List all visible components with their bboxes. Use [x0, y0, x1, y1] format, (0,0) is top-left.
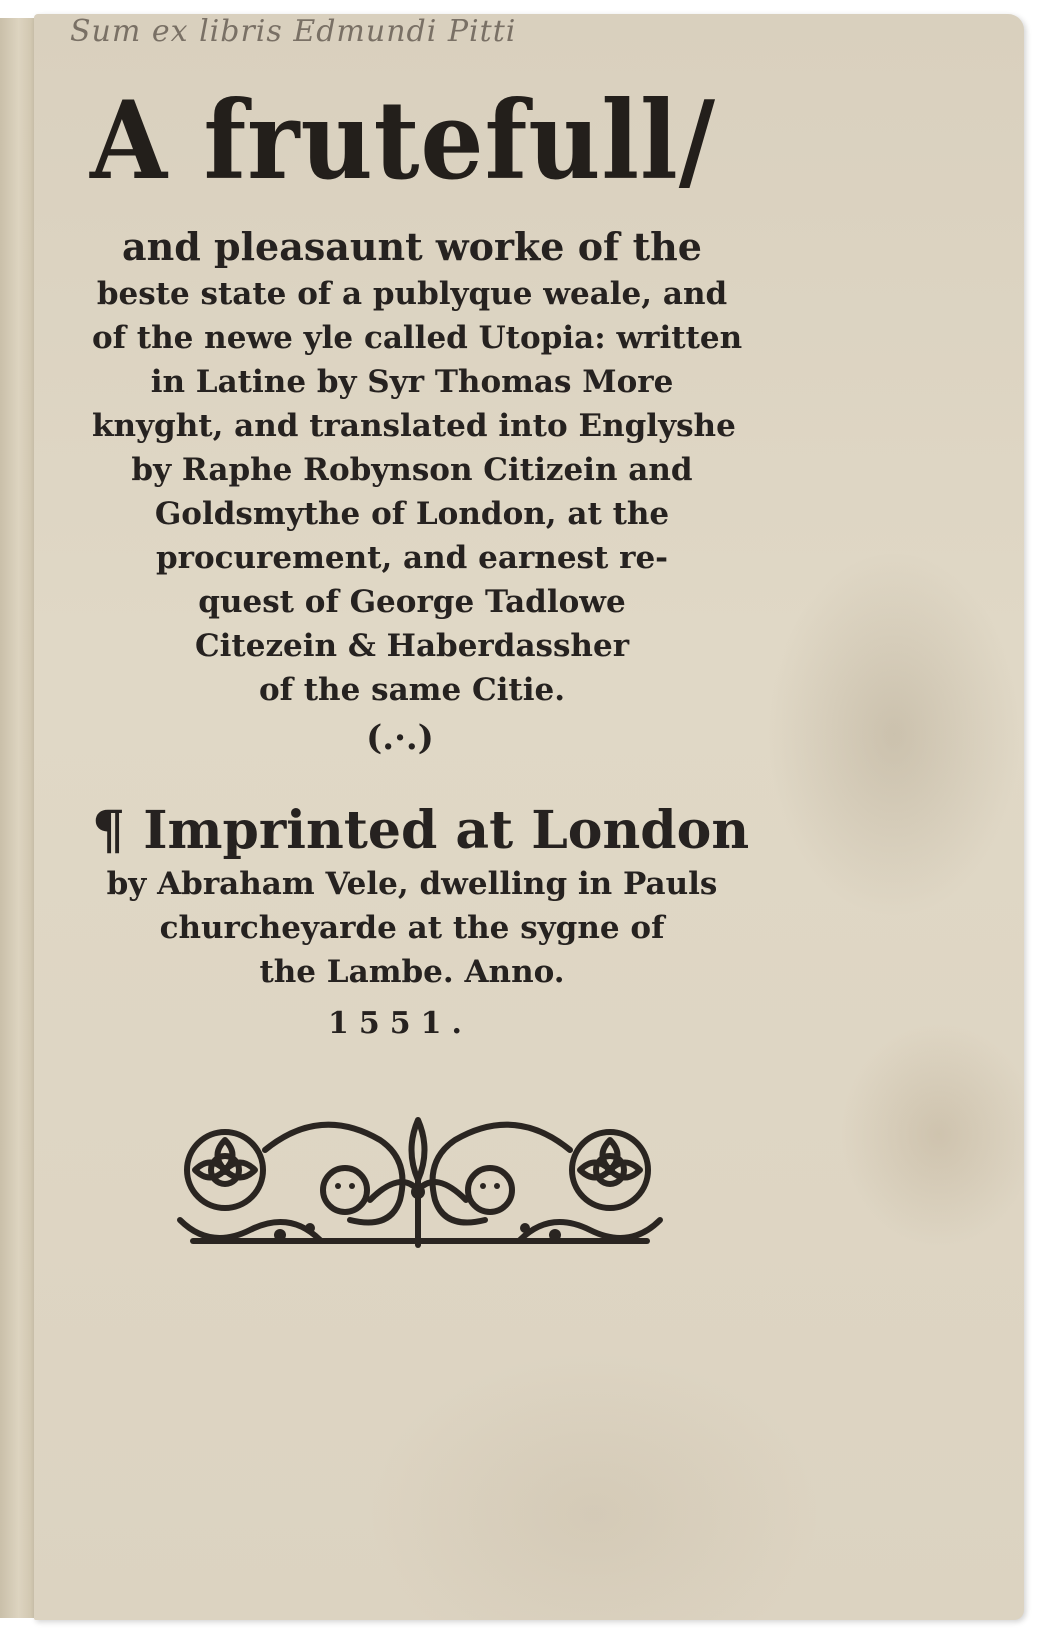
imprint-line: churcheyarde at the sygne of [159, 910, 665, 946]
imprint-line: by Abraham Vele, dwelling in Pauls [106, 866, 718, 902]
subtitle-block [92, 222, 743, 712]
imprint-block [92, 800, 750, 994]
subtitle-line: of the newe yle called Utopia: written [92, 320, 743, 356]
subtitle-line: of the same Citie. [258, 672, 566, 708]
imprint-heading: ¶ Imprinted at London [92, 800, 750, 861]
subtitle-line: procurement, and earnest re- [155, 540, 669, 576]
floral-scroll-ornament-icon [170, 1110, 670, 1260]
subtitle-line: beste state of a publyque weale, and [96, 276, 728, 312]
publication-year: 1551. [328, 1006, 472, 1041]
subtitle-line: by Raphe Robynson Citizein and [131, 452, 693, 488]
facing-page-edge [0, 18, 35, 1618]
ownership-inscription: Sum ex libris Edmundi Pitti [70, 14, 517, 49]
subtitle-line: in Latine by Syr Thomas More [150, 364, 674, 400]
subtitle-line: knyght, and translated into Englyshe [92, 408, 736, 444]
subtitle-line: Goldsmythe of London, at the [154, 496, 670, 532]
imprint-line: the Lambe. Anno. [259, 954, 565, 990]
subtitle-line: Citezein & Haberdassher [194, 628, 630, 664]
main-title: A frutefull/ [90, 78, 716, 204]
subtitle-line: and pleasaunt worke of the [121, 224, 702, 269]
separator-mark: (.·.) [366, 718, 434, 758]
subtitle-line: quest of George Tadlowe [198, 584, 626, 620]
